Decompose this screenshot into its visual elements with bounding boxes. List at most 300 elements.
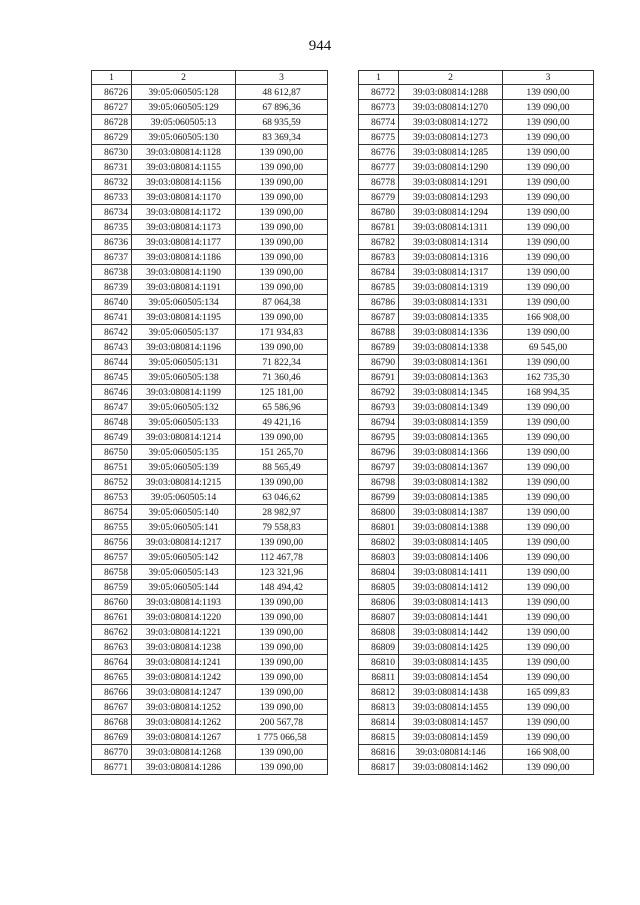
value-cell: 139 090,00 xyxy=(503,550,594,565)
table-row xyxy=(359,295,594,310)
cadastral-number: 39:03:080814:1128 xyxy=(132,145,236,160)
cadastral-number: 39:05:060505:140 xyxy=(132,505,236,520)
value-cell: 139 090,00 xyxy=(503,475,594,490)
value-cell: 139 090,00 xyxy=(236,655,328,670)
value-cell: 139 090,00 xyxy=(236,610,328,625)
value-cell: 139 090,00 xyxy=(236,160,328,175)
value-cell: 139 090,00 xyxy=(236,595,328,610)
cadastral-number: 39:05:060505:134 xyxy=(132,295,236,310)
cadastral-number: 39:05:060505:13 xyxy=(132,115,236,130)
cadastral-number: 39:03:080814:1215 xyxy=(132,475,236,490)
table-row xyxy=(92,685,328,700)
row-number: 86805 xyxy=(359,580,399,595)
column-header: 2 xyxy=(399,71,503,85)
table-row xyxy=(92,520,328,535)
table-row xyxy=(92,655,328,670)
cadastral-number: 39:03:080814:1191 xyxy=(132,280,236,295)
value-cell: 139 090,00 xyxy=(503,610,594,625)
row-number: 86788 xyxy=(359,325,399,340)
row-number: 86738 xyxy=(92,265,132,280)
row-number: 86778 xyxy=(359,175,399,190)
table-row xyxy=(359,325,594,340)
table-row xyxy=(92,265,328,280)
row-number: 86792 xyxy=(359,385,399,400)
table-row xyxy=(92,550,328,565)
row-number: 86780 xyxy=(359,205,399,220)
cadastral-number: 39:03:080814:1155 xyxy=(132,160,236,175)
row-number: 86728 xyxy=(92,115,132,130)
row-number: 86741 xyxy=(92,310,132,325)
cadastral-number: 39:03:080814:1345 xyxy=(399,385,503,400)
value-cell: 139 090,00 xyxy=(503,115,594,130)
cadastral-number: 39:03:080814:1363 xyxy=(399,370,503,385)
table-row xyxy=(92,115,328,130)
table-row xyxy=(359,250,594,265)
row-number: 86782 xyxy=(359,235,399,250)
table-row xyxy=(92,355,328,370)
table-row xyxy=(359,700,594,715)
row-number: 86803 xyxy=(359,550,399,565)
value-cell: 139 090,00 xyxy=(236,250,328,265)
table-row xyxy=(359,625,594,640)
cadastral-number: 39:05:060505:144 xyxy=(132,580,236,595)
row-number: 86817 xyxy=(359,760,399,775)
value-cell: 28 982,97 xyxy=(236,505,328,520)
table-row xyxy=(92,160,328,175)
table-row xyxy=(359,160,594,175)
cadastral-number: 39:03:080814:1442 xyxy=(399,625,503,640)
table-row xyxy=(359,550,594,565)
value-cell: 68 935,59 xyxy=(236,115,328,130)
value-cell: 139 090,00 xyxy=(503,295,594,310)
row-number: 86756 xyxy=(92,535,132,550)
table-row xyxy=(359,385,594,400)
cadastral-number: 39:03:080814:1338 xyxy=(399,340,503,355)
value-cell: 139 090,00 xyxy=(503,460,594,475)
value-cell: 139 090,00 xyxy=(236,700,328,715)
table-row xyxy=(359,190,594,205)
row-number: 86800 xyxy=(359,505,399,520)
cadastral-number: 39:03:080814:1294 xyxy=(399,205,503,220)
row-number: 86733 xyxy=(92,190,132,205)
cadastral-number: 39:05:060505:132 xyxy=(132,400,236,415)
table-row xyxy=(92,100,328,115)
cadastral-number: 39:03:080814:1454 xyxy=(399,670,503,685)
table-row xyxy=(359,715,594,730)
value-cell: 139 090,00 xyxy=(236,175,328,190)
value-cell: 71 360,46 xyxy=(236,370,328,385)
cadastral-number: 39:05:060505:131 xyxy=(132,355,236,370)
cadastral-number: 39:05:060505:141 xyxy=(132,520,236,535)
value-cell: 71 822,34 xyxy=(236,355,328,370)
row-number: 86742 xyxy=(92,325,132,340)
table-row xyxy=(92,400,328,415)
value-cell: 48 612,87 xyxy=(236,85,328,100)
value-cell: 139 090,00 xyxy=(236,280,328,295)
table-row xyxy=(92,700,328,715)
value-cell: 139 090,00 xyxy=(503,655,594,670)
table-row xyxy=(359,265,594,280)
cadastral-number: 39:03:080814:1438 xyxy=(399,685,503,700)
table-row xyxy=(359,565,594,580)
table-header-row xyxy=(359,71,594,85)
page-number: 944 xyxy=(308,38,332,54)
value-cell: 139 090,00 xyxy=(236,265,328,280)
table-row xyxy=(92,670,328,685)
table-row xyxy=(92,325,328,340)
row-number: 86755 xyxy=(92,520,132,535)
row-number: 86730 xyxy=(92,145,132,160)
cadastral-number: 39:03:080814:1367 xyxy=(399,460,503,475)
row-number: 86754 xyxy=(92,505,132,520)
value-cell: 139 090,00 xyxy=(503,280,594,295)
cadastral-number: 39:03:080814:1311 xyxy=(399,220,503,235)
cadastral-number: 39:03:080814:146 xyxy=(399,745,503,760)
row-number: 86797 xyxy=(359,460,399,475)
row-number: 86774 xyxy=(359,115,399,130)
cadastral-number: 39:03:080814:1252 xyxy=(132,700,236,715)
table-row xyxy=(92,460,328,475)
table-row xyxy=(359,595,594,610)
row-number: 86790 xyxy=(359,355,399,370)
table-row xyxy=(359,445,594,460)
value-cell: 88 565,49 xyxy=(236,460,328,475)
row-number: 86736 xyxy=(92,235,132,250)
table-row xyxy=(359,235,594,250)
cadastral-number: 39:05:060505:129 xyxy=(132,100,236,115)
row-number: 86781 xyxy=(359,220,399,235)
value-cell: 49 421,16 xyxy=(236,415,328,430)
cadastral-number: 39:03:080814:1267 xyxy=(132,730,236,745)
row-number: 86812 xyxy=(359,685,399,700)
value-cell: 112 467,78 xyxy=(236,550,328,565)
cadastral-number: 39:03:080814:1199 xyxy=(132,385,236,400)
table-row xyxy=(92,340,328,355)
cadastral-number: 39:03:080814:1217 xyxy=(132,535,236,550)
table-row xyxy=(359,85,594,100)
value-cell: 139 090,00 xyxy=(503,625,594,640)
row-number: 86802 xyxy=(359,535,399,550)
row-number: 86751 xyxy=(92,460,132,475)
table-row xyxy=(359,745,594,760)
row-number: 86768 xyxy=(92,715,132,730)
value-cell: 139 090,00 xyxy=(503,100,594,115)
value-cell: 139 090,00 xyxy=(236,625,328,640)
value-cell: 139 090,00 xyxy=(503,700,594,715)
cadastral-number: 39:03:080814:1406 xyxy=(399,550,503,565)
cadastral-number: 39:05:060505:143 xyxy=(132,565,236,580)
table-row xyxy=(92,85,328,100)
row-number: 86727 xyxy=(92,100,132,115)
cadastral-number: 39:05:060505:130 xyxy=(132,130,236,145)
cadastral-number: 39:03:080814:1316 xyxy=(399,250,503,265)
cadastral-number: 39:03:080814:1285 xyxy=(399,145,503,160)
table-row xyxy=(92,565,328,580)
row-number: 86794 xyxy=(359,415,399,430)
table-row xyxy=(92,625,328,640)
table-row xyxy=(359,490,594,505)
cadastral-number: 39:03:080814:1387 xyxy=(399,505,503,520)
cadastral-number: 39:03:080814:1336 xyxy=(399,325,503,340)
table-row xyxy=(359,310,594,325)
cadastral-number: 39:03:080814:1270 xyxy=(399,100,503,115)
row-number: 86749 xyxy=(92,430,132,445)
cadastral-number: 39:03:080814:1331 xyxy=(399,295,503,310)
row-number: 86815 xyxy=(359,730,399,745)
row-number: 86786 xyxy=(359,295,399,310)
value-cell: 139 090,00 xyxy=(503,220,594,235)
value-cell: 139 090,00 xyxy=(503,595,594,610)
table-row xyxy=(359,520,594,535)
cadastral-number: 39:03:080814:1268 xyxy=(132,745,236,760)
cadastral-number: 39:03:080814:1214 xyxy=(132,430,236,445)
row-number: 86757 xyxy=(92,550,132,565)
row-number: 86810 xyxy=(359,655,399,670)
table-row xyxy=(359,730,594,745)
value-cell: 139 090,00 xyxy=(236,145,328,160)
table-row xyxy=(92,475,328,490)
table-row xyxy=(359,580,594,595)
row-number: 86744 xyxy=(92,355,132,370)
value-cell: 162 735,30 xyxy=(503,370,594,385)
cadastral-number: 39:03:080814:1385 xyxy=(399,490,503,505)
cadastral-number: 39:05:060505:139 xyxy=(132,460,236,475)
table-row xyxy=(359,760,594,775)
value-cell: 139 090,00 xyxy=(503,670,594,685)
row-number: 86787 xyxy=(359,310,399,325)
value-cell: 139 090,00 xyxy=(236,685,328,700)
value-cell: 139 090,00 xyxy=(236,745,328,760)
cadastral-number: 39:03:080814:1186 xyxy=(132,250,236,265)
value-cell: 168 994,35 xyxy=(503,385,594,400)
cadastral-number: 39:03:080814:1272 xyxy=(399,115,503,130)
table-row xyxy=(359,100,594,115)
value-cell: 65 586,96 xyxy=(236,400,328,415)
value-cell: 139 090,00 xyxy=(503,130,594,145)
row-number: 86771 xyxy=(92,760,132,775)
row-number: 86732 xyxy=(92,175,132,190)
value-cell: 139 090,00 xyxy=(236,235,328,250)
row-number: 86764 xyxy=(92,655,132,670)
table-row xyxy=(92,130,328,145)
value-cell: 139 090,00 xyxy=(236,430,328,445)
value-cell: 139 090,00 xyxy=(503,355,594,370)
table-row xyxy=(92,535,328,550)
table-row xyxy=(359,115,594,130)
row-number: 86809 xyxy=(359,640,399,655)
row-number: 86808 xyxy=(359,625,399,640)
cadastral-number: 39:03:080814:1435 xyxy=(399,655,503,670)
table-row xyxy=(359,340,594,355)
value-cell: 166 908,00 xyxy=(503,745,594,760)
table-row xyxy=(92,295,328,310)
table-row xyxy=(359,280,594,295)
value-cell: 171 934,83 xyxy=(236,325,328,340)
row-number: 86753 xyxy=(92,490,132,505)
value-cell: 139 090,00 xyxy=(503,85,594,100)
value-cell: 166 908,00 xyxy=(503,310,594,325)
row-number: 86746 xyxy=(92,385,132,400)
cadastral-number: 39:03:080814:1455 xyxy=(399,700,503,715)
table-header-row xyxy=(92,71,328,85)
row-number: 86776 xyxy=(359,145,399,160)
row-number: 86769 xyxy=(92,730,132,745)
value-cell: 139 090,00 xyxy=(503,445,594,460)
cadastral-number: 39:03:080814:1288 xyxy=(399,85,503,100)
table-row xyxy=(92,760,328,775)
value-cell: 139 090,00 xyxy=(503,580,594,595)
register-table-right xyxy=(358,70,594,775)
cadastral-number: 39:03:080814:1273 xyxy=(399,130,503,145)
cadastral-number: 39:03:080814:1177 xyxy=(132,235,236,250)
cadastral-number: 39:03:080814:1220 xyxy=(132,610,236,625)
cadastral-number: 39:03:080814:1173 xyxy=(132,220,236,235)
cadastral-number: 39:03:080814:1405 xyxy=(399,535,503,550)
cadastral-number: 39:03:080814:1291 xyxy=(399,175,503,190)
table-row xyxy=(92,175,328,190)
value-cell: 139 090,00 xyxy=(236,190,328,205)
table-row xyxy=(359,400,594,415)
cadastral-number: 39:03:080814:1314 xyxy=(399,235,503,250)
value-cell: 139 090,00 xyxy=(503,520,594,535)
value-cell: 139 090,00 xyxy=(503,565,594,580)
value-cell: 139 090,00 xyxy=(503,190,594,205)
value-cell: 87 064,38 xyxy=(236,295,328,310)
cadastral-number: 39:03:080814:1262 xyxy=(132,715,236,730)
row-number: 86759 xyxy=(92,580,132,595)
row-number: 86811 xyxy=(359,670,399,685)
table-row xyxy=(92,745,328,760)
cadastral-number: 39:03:080814:1441 xyxy=(399,610,503,625)
cadastral-number: 39:03:080814:1242 xyxy=(132,670,236,685)
table-row xyxy=(359,220,594,235)
value-cell: 139 090,00 xyxy=(503,205,594,220)
row-number: 86772 xyxy=(359,85,399,100)
table-row xyxy=(92,580,328,595)
table-row xyxy=(92,730,328,745)
row-number: 86770 xyxy=(92,745,132,760)
value-cell: 151 265,70 xyxy=(236,445,328,460)
row-number: 86789 xyxy=(359,340,399,355)
table-row xyxy=(359,130,594,145)
value-cell: 200 567,78 xyxy=(236,715,328,730)
value-cell: 139 090,00 xyxy=(236,220,328,235)
column-header: 3 xyxy=(236,71,328,85)
row-number: 86752 xyxy=(92,475,132,490)
row-number: 86795 xyxy=(359,430,399,445)
value-cell: 139 090,00 xyxy=(503,490,594,505)
cadastral-number: 39:03:080814:1319 xyxy=(399,280,503,295)
value-cell: 139 090,00 xyxy=(503,535,594,550)
table-row xyxy=(92,430,328,445)
row-number: 86767 xyxy=(92,700,132,715)
row-number: 86804 xyxy=(359,565,399,580)
value-cell: 139 090,00 xyxy=(503,715,594,730)
row-number: 86791 xyxy=(359,370,399,385)
value-cell: 139 090,00 xyxy=(236,760,328,775)
row-number: 86743 xyxy=(92,340,132,355)
cadastral-number: 39:03:080814:1365 xyxy=(399,430,503,445)
table-row xyxy=(359,685,594,700)
value-cell: 69 545,00 xyxy=(503,340,594,355)
table-row xyxy=(92,220,328,235)
row-number: 86750 xyxy=(92,445,132,460)
table-row xyxy=(92,505,328,520)
value-cell: 139 090,00 xyxy=(503,400,594,415)
value-cell: 139 090,00 xyxy=(236,670,328,685)
row-number: 86765 xyxy=(92,670,132,685)
value-cell: 125 181,00 xyxy=(236,385,328,400)
value-cell: 139 090,00 xyxy=(503,265,594,280)
value-cell: 139 090,00 xyxy=(503,430,594,445)
cadastral-number: 39:03:080814:1241 xyxy=(132,655,236,670)
value-cell: 139 090,00 xyxy=(503,760,594,775)
cadastral-number: 39:05:060505:14 xyxy=(132,490,236,505)
cadastral-number: 39:03:080814:1361 xyxy=(399,355,503,370)
value-cell: 139 090,00 xyxy=(503,160,594,175)
row-number: 86799 xyxy=(359,490,399,505)
table-row xyxy=(92,385,328,400)
row-number: 86740 xyxy=(92,295,132,310)
value-cell: 139 090,00 xyxy=(236,205,328,220)
value-cell: 139 090,00 xyxy=(503,730,594,745)
table-row xyxy=(92,415,328,430)
value-cell: 139 090,00 xyxy=(503,640,594,655)
value-cell: 139 090,00 xyxy=(503,325,594,340)
cadastral-number: 39:05:060505:128 xyxy=(132,85,236,100)
row-number: 86777 xyxy=(359,160,399,175)
row-number: 86816 xyxy=(359,745,399,760)
table-row xyxy=(359,205,594,220)
value-cell: 67 896,36 xyxy=(236,100,328,115)
table-row xyxy=(92,715,328,730)
row-number: 86729 xyxy=(92,130,132,145)
cadastral-number: 39:03:080814:1366 xyxy=(399,445,503,460)
row-number: 86779 xyxy=(359,190,399,205)
cadastral-number: 39:03:080814:1388 xyxy=(399,520,503,535)
row-number: 86813 xyxy=(359,700,399,715)
cadastral-number: 39:03:080814:1462 xyxy=(399,760,503,775)
row-number: 86735 xyxy=(92,220,132,235)
value-cell: 139 090,00 xyxy=(236,535,328,550)
row-number: 86763 xyxy=(92,640,132,655)
cadastral-number: 39:03:080814:1238 xyxy=(132,640,236,655)
row-number: 86773 xyxy=(359,100,399,115)
row-number: 86734 xyxy=(92,205,132,220)
row-number: 86760 xyxy=(92,595,132,610)
table-row xyxy=(359,430,594,445)
value-cell: 139 090,00 xyxy=(503,175,594,190)
table-row xyxy=(92,595,328,610)
row-number: 86761 xyxy=(92,610,132,625)
cadastral-number: 39:03:080814:1195 xyxy=(132,310,236,325)
cadastral-number: 39:05:060505:138 xyxy=(132,370,236,385)
cadastral-number: 39:03:080814:1335 xyxy=(399,310,503,325)
table-row xyxy=(359,535,594,550)
row-number: 86775 xyxy=(359,130,399,145)
cadastral-number: 39:03:080814:1290 xyxy=(399,160,503,175)
cadastral-number: 39:05:060505:137 xyxy=(132,325,236,340)
row-number: 86807 xyxy=(359,610,399,625)
column-header: 3 xyxy=(503,71,594,85)
row-number: 86726 xyxy=(92,85,132,100)
row-number: 86798 xyxy=(359,475,399,490)
cadastral-number: 39:03:080814:1170 xyxy=(132,190,236,205)
value-cell: 139 090,00 xyxy=(503,250,594,265)
row-number: 86762 xyxy=(92,625,132,640)
cadastral-number: 39:03:080814:1425 xyxy=(399,640,503,655)
cadastral-number: 39:05:060505:133 xyxy=(132,415,236,430)
